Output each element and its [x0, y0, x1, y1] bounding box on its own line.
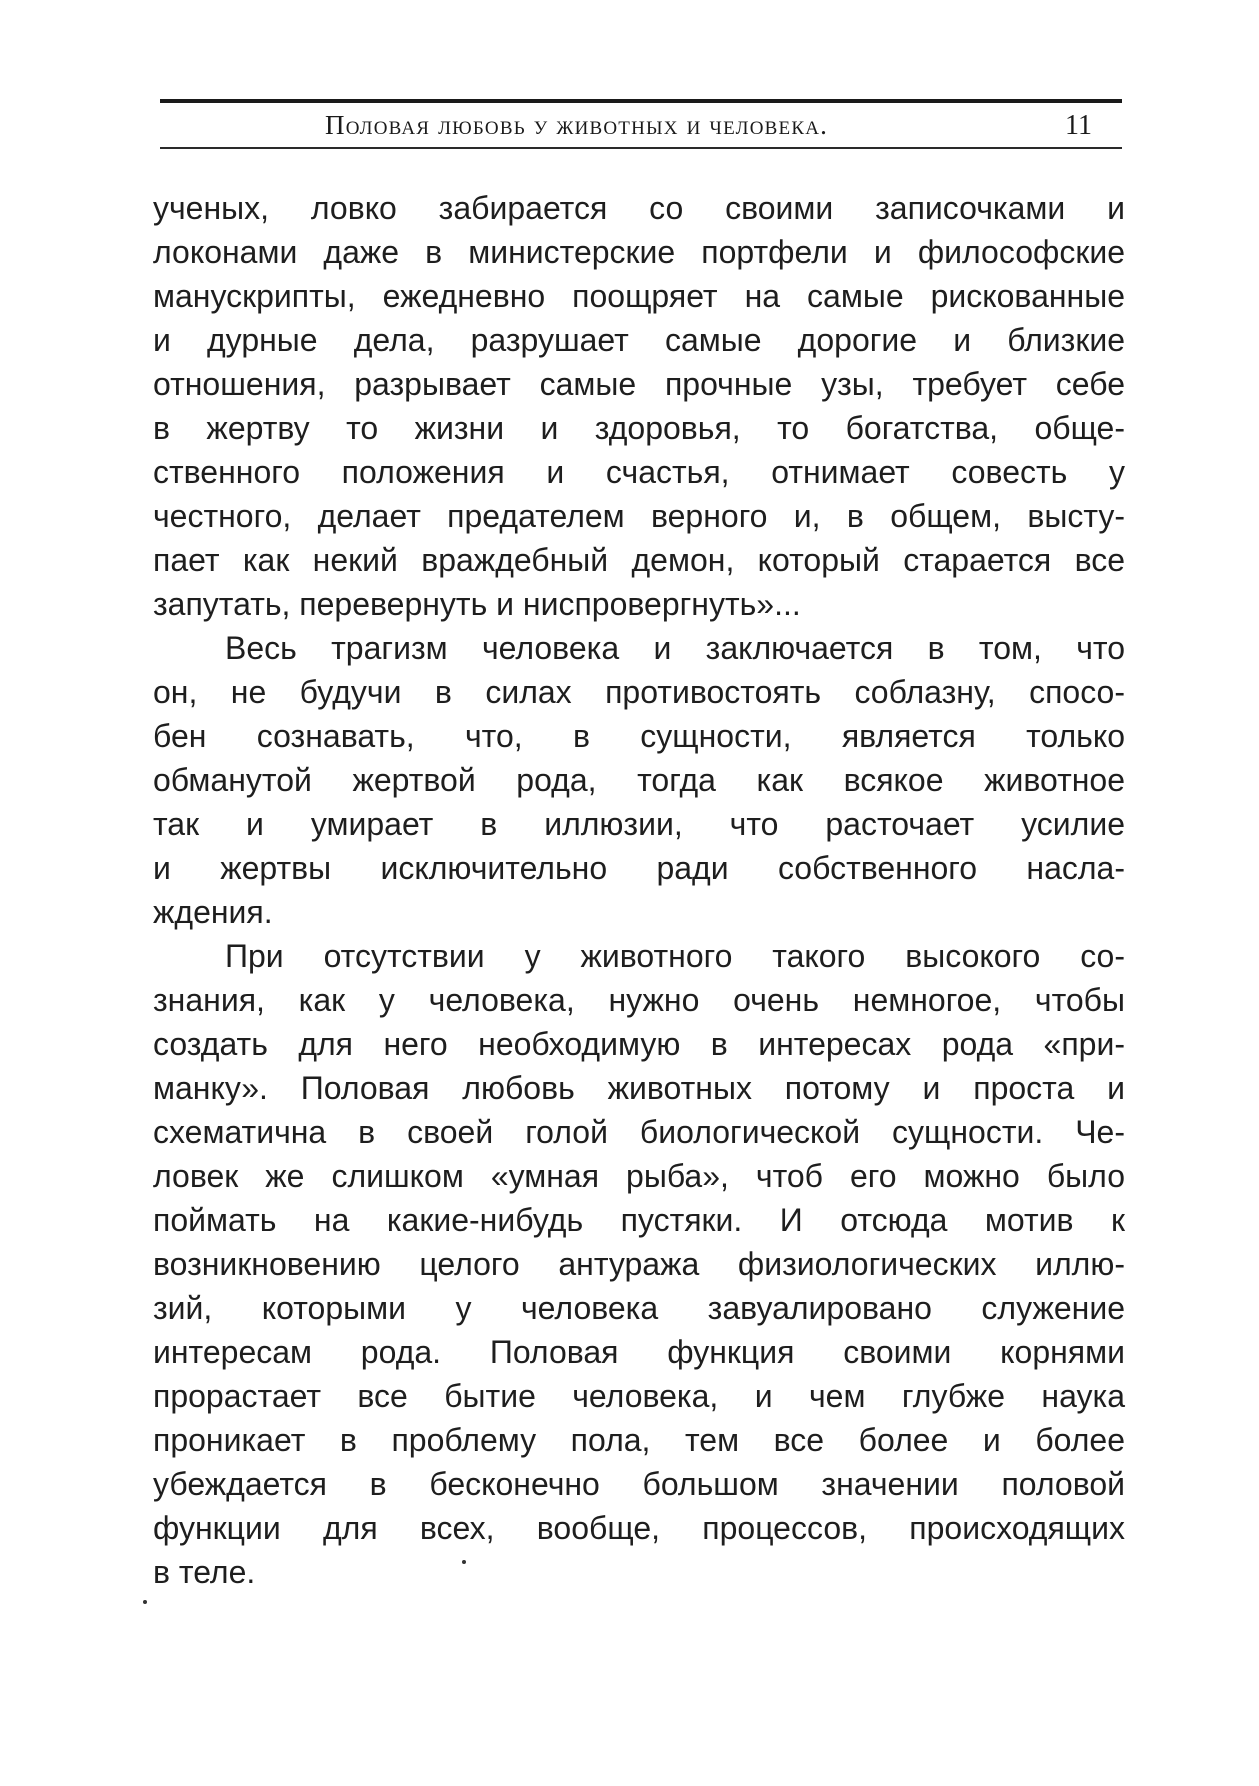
text-line: прорастает все бытие человека, и чем глубже наука [153, 1378, 1125, 1414]
body-text [153, 186, 1125, 1594]
header-rule-bottom [160, 147, 1122, 149]
text-line: честного, делает предателем верного и, в общем, высту- [153, 498, 1125, 534]
text-line: в теле. [153, 1554, 256, 1590]
text-line: проникает в проблему пола, тем все более и более [153, 1422, 1125, 1458]
paragraph-first-line: Весь трагизм человека и заключается в том, что [225, 630, 1125, 666]
text-line: ждения. [153, 894, 273, 930]
print-speck [462, 1560, 466, 1564]
text-line: схематична в своей голой биологической сущности. Че- [153, 1114, 1125, 1150]
text-line: возникновению целого антуража физиологических иллю- [153, 1246, 1125, 1282]
paragraph-first-line: При отсутствии у животного такого высокого со- [225, 938, 1125, 974]
text-line: в жертву то жизни и здоровья, то богатства, обще- [153, 410, 1125, 446]
text-line: обманутой жертвой рода, тогда как всякое животное [153, 762, 1125, 798]
text-line: убеждается в бесконечно большом значении половой [153, 1466, 1125, 1502]
text-line: зий, которыми у человека завуалировано служение [153, 1290, 1125, 1326]
text-line: знания, как у человека, нужно очень немногое, чтобы [153, 982, 1125, 1018]
print-speck [143, 1600, 147, 1604]
text-line: создать для него необходимую в интересах рода «при- [153, 1026, 1125, 1062]
text-line: манускрипты, ежедневно поощряет на самые рискованные [153, 278, 1125, 314]
page-number: 11 [1065, 110, 1092, 141]
text-line: бен сознавать, что, в сущности, является только [153, 718, 1125, 754]
text-line: отношения, разрывает самые прочные узы, требует себе [153, 366, 1125, 402]
text-line: и дурные дела, разрушает самые дорогие и близкие [153, 322, 1125, 358]
text-line: он, не будучи в силах противостоять соблазну, спосо- [153, 674, 1125, 710]
text-line: манку». Половая любовь животных потому и проста и [153, 1070, 1125, 1106]
text-line: ученых, ловко забирается со своими записочками и [153, 190, 1125, 226]
running-head [160, 108, 1122, 144]
text-line: функции для всех, вообще, процессов, происходящих [153, 1510, 1125, 1546]
text-line: ловек же слишком «умная рыба», чтоб его можно было [153, 1158, 1125, 1194]
text-line: поймать на какие-нибудь пустяки. И отсюда мотив к [153, 1202, 1125, 1238]
text-line: пает как некий враждебный демон, который старается все [153, 542, 1125, 578]
text-line: локонами даже в министерские портфели и философские [153, 234, 1125, 270]
text-line: запутать, перевернуть и ниспровергнуть»... [153, 586, 801, 622]
header-rule-top [160, 99, 1122, 103]
text-line: так и умирает в иллюзии, что расточает усилие [153, 806, 1125, 842]
text-line: и жертвы исключительно ради собственного насла- [153, 850, 1125, 886]
running-title: Половая любовь у животных и человека. [325, 110, 829, 140]
text-line: интересам рода. Половая функция своими корнями [153, 1334, 1125, 1370]
text-line: ственного положения и счастья, отнимает совесть у [153, 454, 1125, 490]
